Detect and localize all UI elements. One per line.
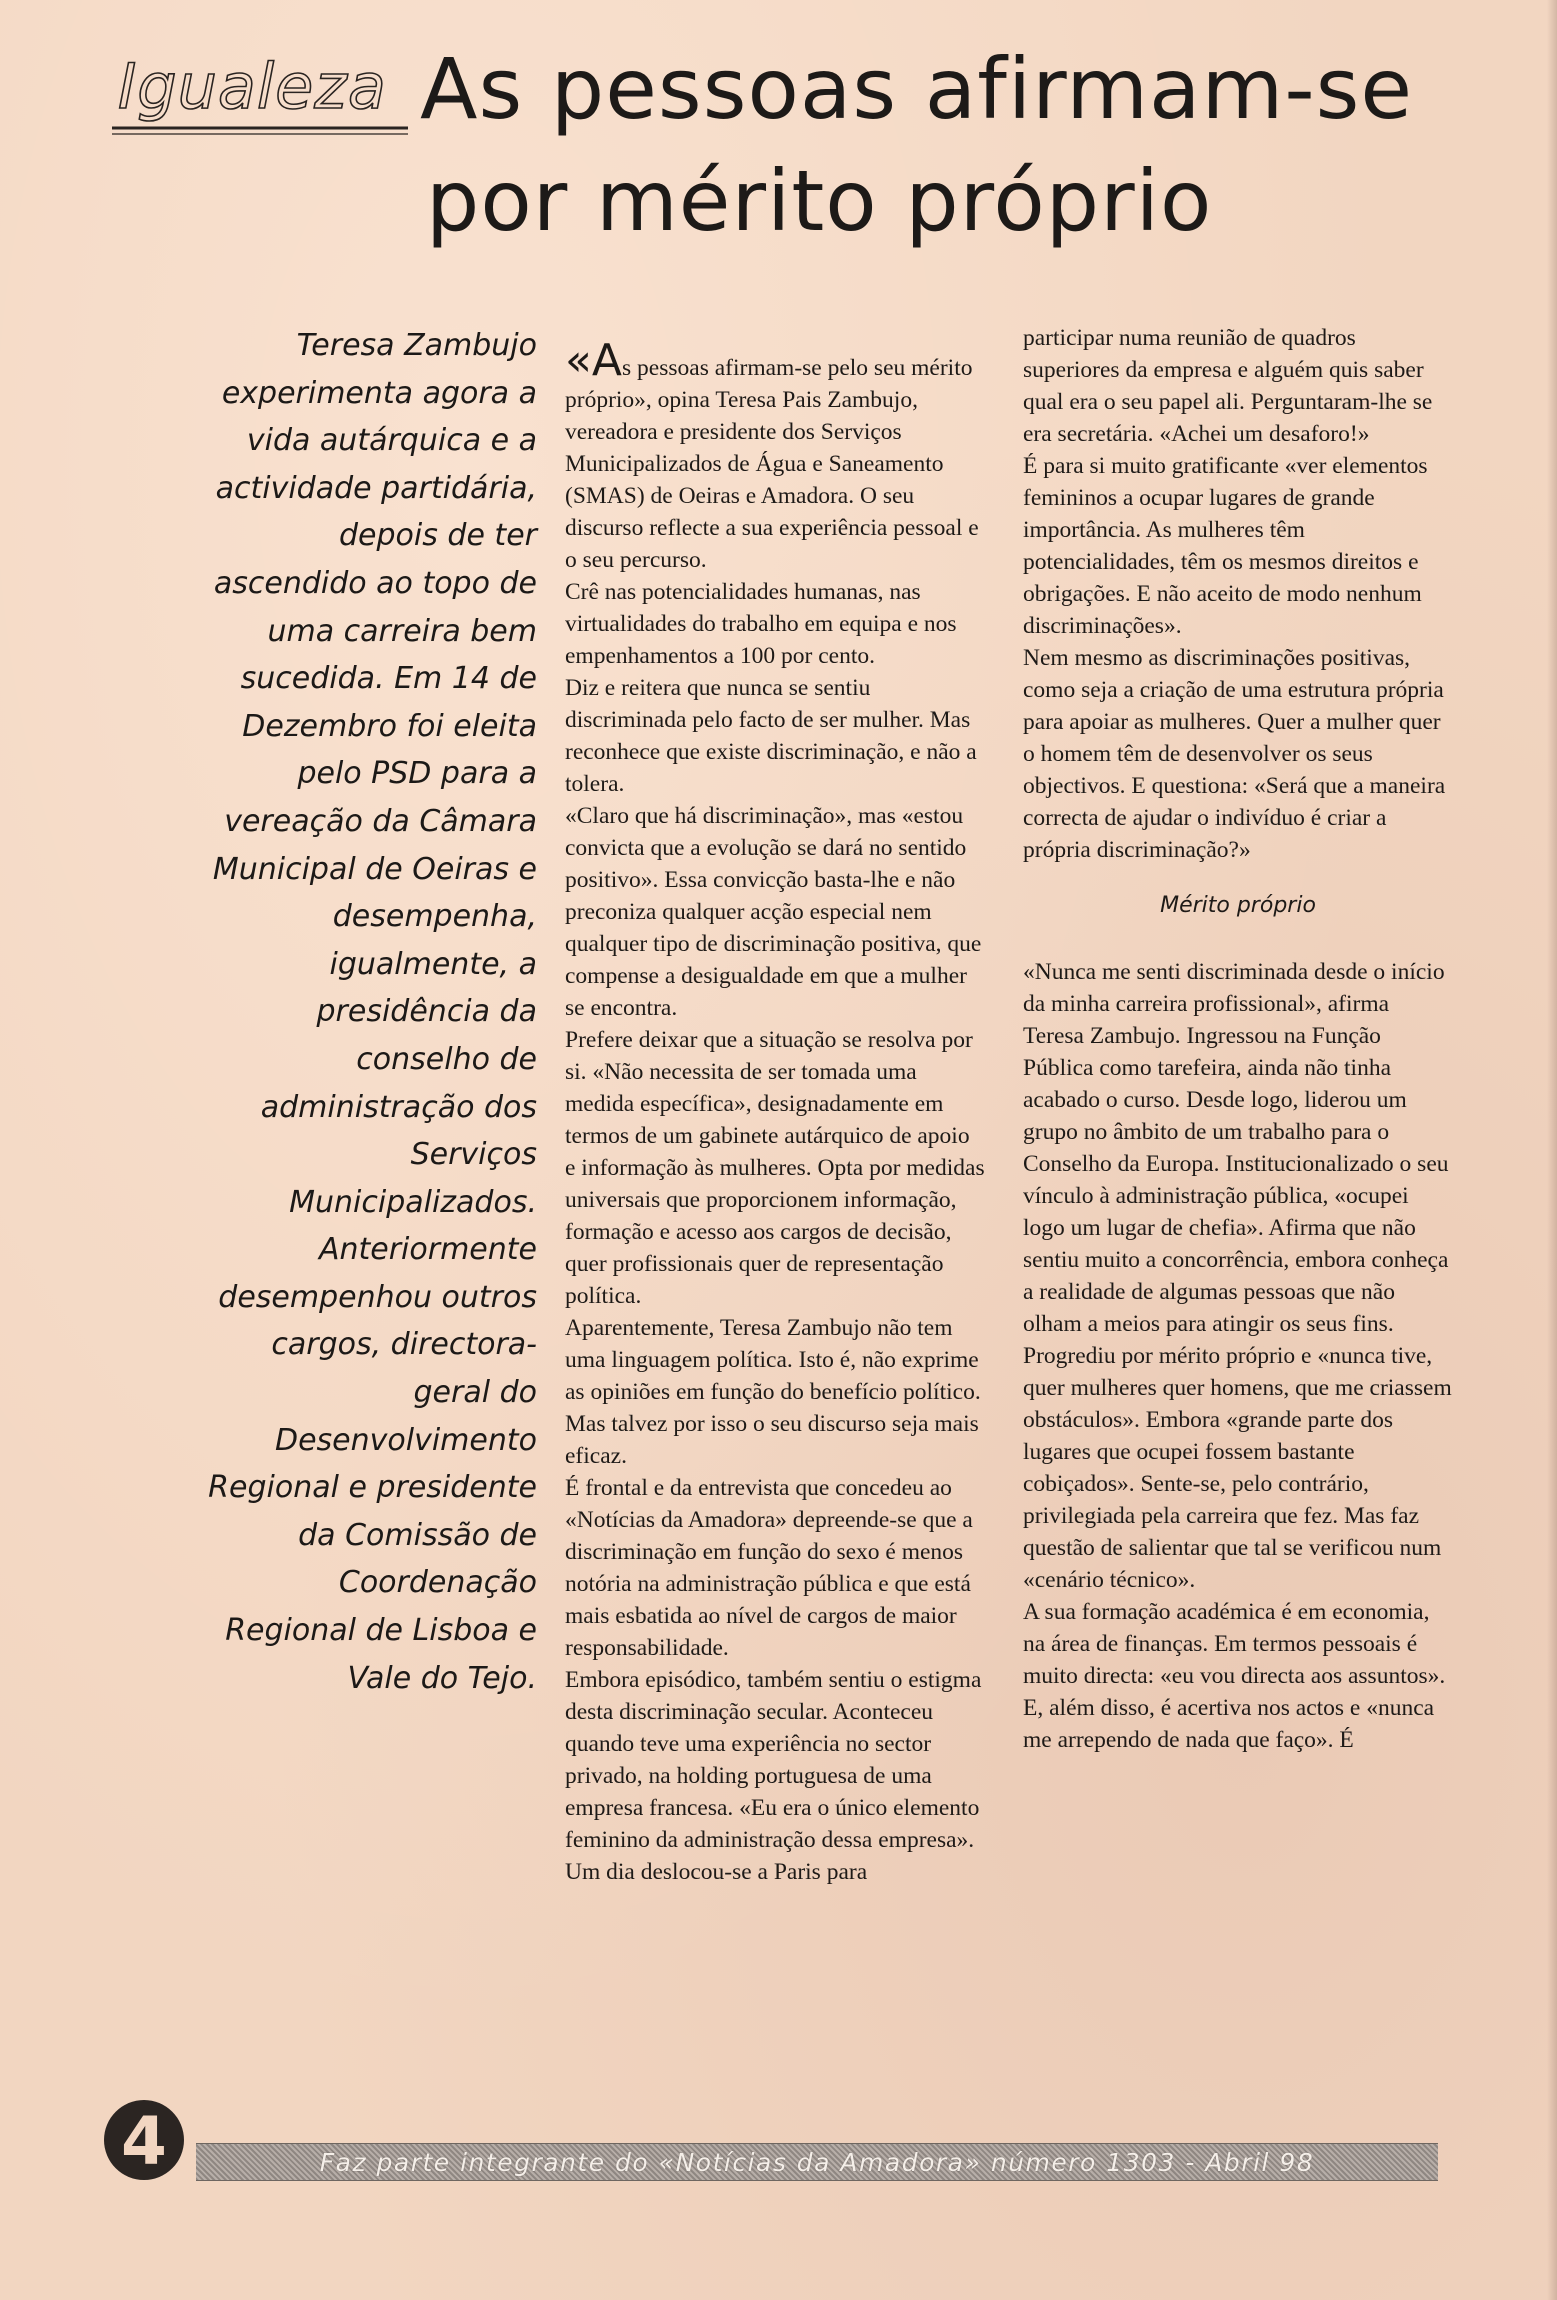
section-logo [110,42,410,142]
page-number [98,2094,190,2186]
page-number-badge [98,2094,190,2186]
section-subheading: Mérito próprio [1160,893,1316,918]
headline-line-1: As pessoas afirmam-se [420,40,1414,138]
headline [420,30,1520,260]
drop-cap-quote: « [565,335,592,386]
article-paragraph: Nem mesmo as discriminações positivas, como seja a criação de uma estrutura própria para apoiar as mulheres. Quer a mulher quer o homem têm de desenvolver os seus objectivos. E questiona: «Será que a maneira correcta de ajudar o indivíduo é criar a própria discriminação?» [1023,645,1446,863]
article-paragraph: Crê nas potencialidades humanas, nas virtualidades do trabalho em equipa e nos empenhamentos a 100 por cento. [565,579,957,669]
drop-cap-letter: A [591,335,623,386]
article-paragraph: «Nunca me senti discriminada desde o início da minha carreira profissional», afirma Teresa Zambujo. Ingressou na Função Pública como tarefeira, ainda não tinha acabado o curso. Desde logo, liderou um grupo no âmbito de um trabalho para o Conselho da Europa. Institucionalizado o seu vínculo à administração pública, «ocupei logo um lugar de chefia». Afirma que não sentiu muito a concorrência, embora conheça a realidade de algumas pessoas que não olham a meios para atingir os seus fins. [1023,959,1449,1337]
page-number-text: 4 [121,2103,167,2180]
section-label: Igualeza [118,50,387,123]
article-paragraph: Um dia deslocou-se a Paris para [565,1859,868,1885]
article-paragraph: É para si muito gratificante «ver elementos femininos a ocupar lugares de grande importância. As mulheres têm potencialidades, têm os mesmos direitos e obrigações. E não aceito de modo nenhum discriminações». [1023,453,1428,639]
headline-line-2: por mérito próprio [426,152,1213,250]
intro-text: s pessoas afirmam-se pelo seu mérito próprio», opina Teresa Pais Zambujo, vereadora e presidente dos Serviços Municipalizados de Água e Saneamento (SMAS) de Oeiras e Amadora. O seu discurso reflecte a sua experiência pessoal e o seu percurso. [565,355,979,573]
article-paragraph: Embora episódico, também sentiu o estigma desta discriminação secular. Aconteceu quando teve uma experiência no sector privado, na holding portuguesa de uma empresa francesa. «Eu era o único elemento feminino da administração dessa empresa». [565,1667,982,1853]
section-logo-graphic [110,42,410,142]
article-paragraph: A sua formação académica é em economia, na área de finanças. Em termos pessoais é muito directa: «eu vou directa aos assuntos». E, além disso, é acertiva nos actos e «nunca me arrependo de nada que faço». É [1023,1599,1446,1753]
article-paragraph: Progrediu por mérito próprio e «nunca tive, quer mulheres quer homens, que me criassem obstáculos». Embora «grande parte dos lugares que ocupei fossem bastante cobiçados». Sente-se, pelo contrário, privilegiada pela carreira que fez. Mas faz questão de salientar que tal se verificou num «cenário técnico». [1023,1343,1452,1593]
article-column-2 [1023,322,1453,1756]
footer-bar [196,2143,1438,2181]
article-column-1 [565,335,985,1888]
article-paragraph: Prefere deixar que a situação se resolva por si. «Não necessita de ser tomada uma medida específica», designadamente em termos de um gabinete autárquico de apoio e informação às mulheres. Opta por medidas universais que proporcionem informação, formação e acesso aos cargos de decisão, quer profissionais quer de representação política. [565,1027,985,1309]
article-paragraph: participar numa reunião de quadros superiores da empresa e alguém quis saber qual era o seu papel ali. Perguntaram-lhe se era secretária. «Achei um desaforo!» [1023,325,1433,447]
drop-cap [565,335,622,386]
lead-paragraph: Teresa Zambujo experimenta agora a vida autárquica e a actividade partidária, depois de ter ascendido ao topo de uma carreira bem sucedida. Em 14 de Dezembro foi eleita pelo PSD para a vereação da Câmara Municipal de Oeiras e desempenha, igualmente, a presidência da conselho de administração dos Serviços Municipalizados. Anteriormente desempenhou outros cargos, directora-geral do Desenvolvimento Regional e presidente da Comissão de Coordenação Regional de Lisboa e Vale do Tejo. [208,328,537,1696]
page-edge-shadow [1547,0,1557,2300]
article-paragraph: Aparentemente, Teresa Zambujo não tem uma linguagem política. Isto é, não exprime as opiniões em função do benefício político. Mas talvez por isso o seu discurso seja mais eficaz. [565,1315,981,1469]
article-paragraph: «Claro que há discriminação», mas «estou convicta que a evolução se dará no sentido positivo». Essa convicção basta-lhe e não preconiza qualquer acção especial nem qualquer tipo de discriminação positiva, que compense a desigualdade em que a mulher se encontra. [565,803,982,1021]
article-paragraph: É frontal e da entrevista que concedeu ao «Notícias da Amadora» depreende-se que a discriminação em função do sexo é menos notória na administração pública e que está mais esbatida ao nível de cargos de maior responsabilidade. [565,1475,973,1661]
article-paragraph: Diz e reitera que nunca se sentiu discriminada pelo facto de ser mulher. Mas reconhece que existe discriminação, e não a tolera. [565,675,977,797]
article-paragraph-intro [565,335,985,576]
footer-text: Faz parte integrante do «Notícias da Amadora» número 1303 - Abril 98 [319,2147,1315,2177]
